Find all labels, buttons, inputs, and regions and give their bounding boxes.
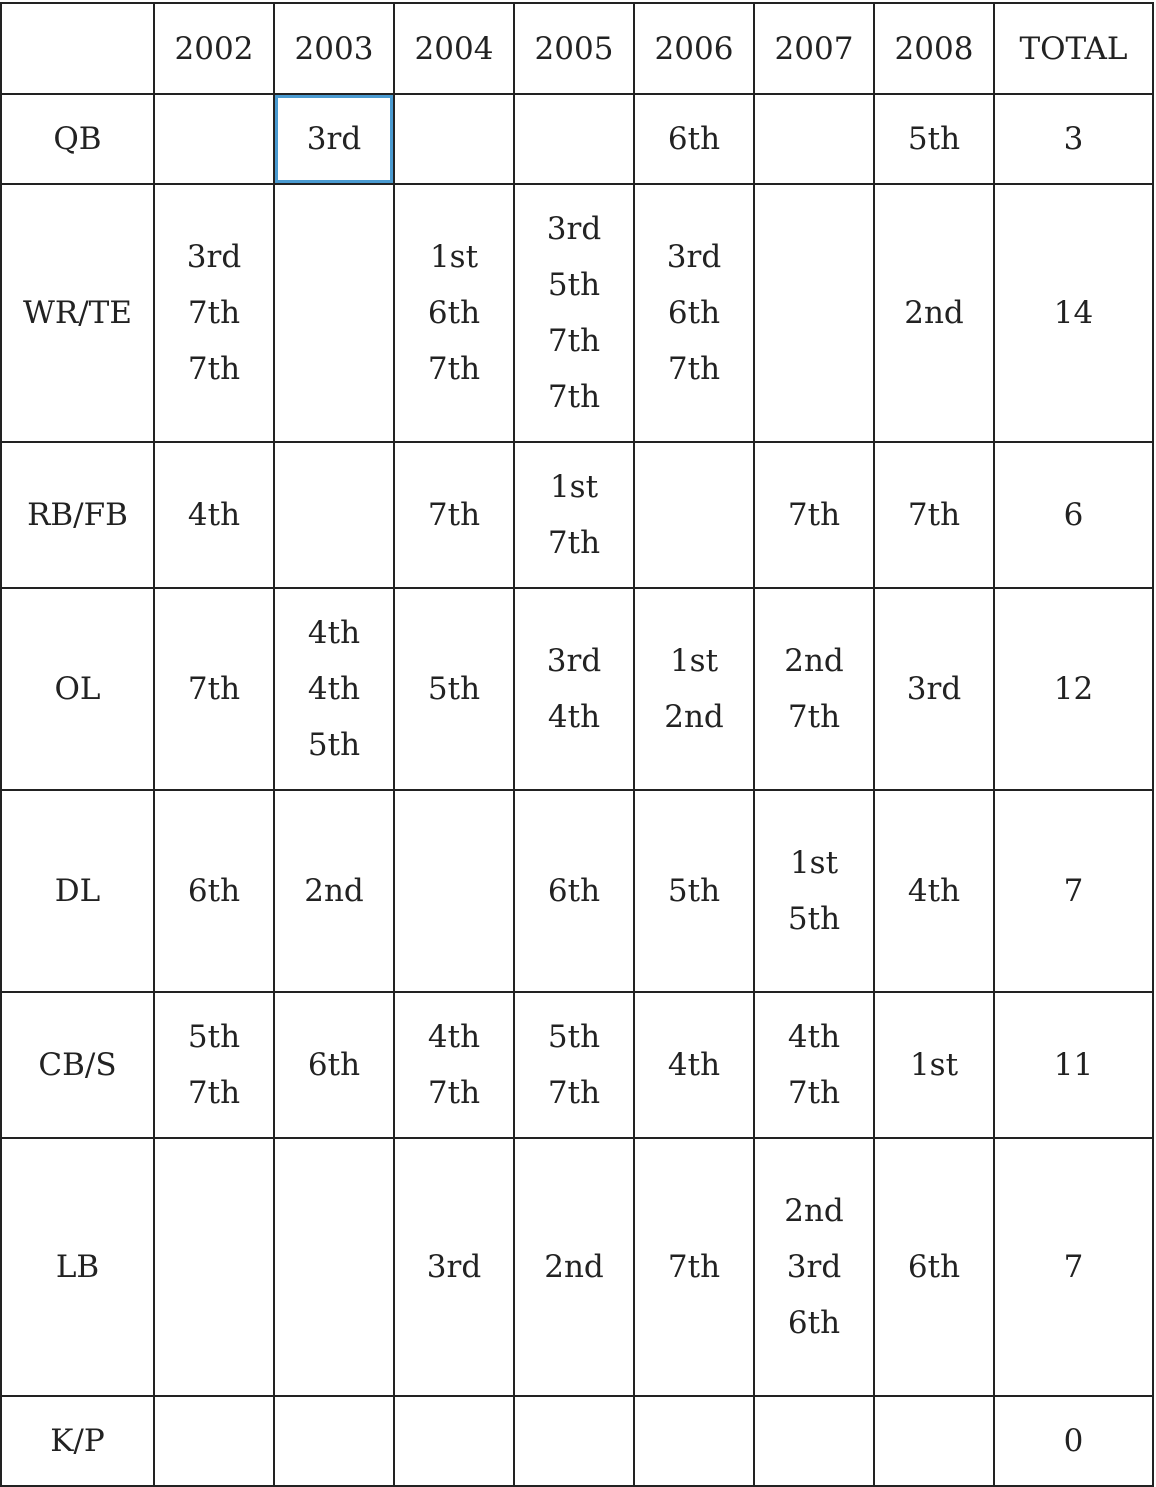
draft-round: 6th xyxy=(787,1305,841,1341)
pick-cell[interactable] xyxy=(154,184,274,442)
total-cell[interactable]: 7 xyxy=(994,790,1153,992)
draft-round: 1st xyxy=(549,469,599,505)
draft-round: 7th xyxy=(547,525,601,561)
pick-cell[interactable] xyxy=(754,790,874,992)
draft-round: 7th xyxy=(907,497,961,533)
draft-round: 5th xyxy=(787,901,841,937)
pick-cell[interactable] xyxy=(754,1396,874,1486)
draft-round: 3rd xyxy=(426,1249,482,1285)
pick-cell[interactable] xyxy=(874,790,994,992)
draft-round: 1st xyxy=(669,643,719,679)
draft-round: 1st xyxy=(429,239,479,275)
draft-round: 6th xyxy=(667,295,721,331)
draft-round: 5th xyxy=(307,727,361,763)
pick-cell[interactable] xyxy=(754,94,874,184)
pick-cell[interactable] xyxy=(154,94,274,184)
draft-round: 7th xyxy=(547,379,601,415)
draft-round: 2nd xyxy=(784,1193,844,1229)
pick-cell[interactable] xyxy=(514,184,634,442)
pick-cell[interactable] xyxy=(754,1138,874,1396)
pick-cell[interactable] xyxy=(634,442,754,588)
year-header-2007[interactable]: 2007 xyxy=(754,3,874,94)
pick-cell[interactable] xyxy=(514,790,634,992)
total-cell[interactable]: 11 xyxy=(994,992,1153,1138)
draft-round: 7th xyxy=(787,1075,841,1111)
table-row xyxy=(1,94,1153,184)
draft-round: 7th xyxy=(427,351,481,387)
draft-round: 7th xyxy=(787,497,841,533)
draft-round: 7th xyxy=(187,1075,241,1111)
pick-cell[interactable] xyxy=(274,588,394,790)
position-label[interactable]: RB/FB xyxy=(1,442,154,588)
draft-round: 7th xyxy=(547,323,601,359)
position-label[interactable]: K/P xyxy=(1,1396,154,1486)
draft-round: 4th xyxy=(307,615,361,651)
pick-cell[interactable] xyxy=(754,588,874,790)
pick-cell[interactable] xyxy=(154,442,274,588)
pick-cell[interactable] xyxy=(394,184,514,442)
corner-cell[interactable] xyxy=(1,3,154,94)
header-row xyxy=(1,3,1153,94)
year-header-2004[interactable]: 2004 xyxy=(394,3,514,94)
table-row xyxy=(1,992,1153,1138)
draft-round: 7th xyxy=(187,351,241,387)
position-label[interactable]: OL xyxy=(1,588,154,790)
pick-cell[interactable] xyxy=(634,184,754,442)
pick-cell[interactable] xyxy=(154,588,274,790)
year-header-2008[interactable]: 2008 xyxy=(874,3,994,94)
total-cell[interactable]: 0 xyxy=(994,1396,1153,1486)
draft-round: 4th xyxy=(667,1047,721,1083)
draft-round: 3rd xyxy=(306,121,362,157)
year-header-2006[interactable]: 2006 xyxy=(634,3,754,94)
year-header-2003[interactable]: 2003 xyxy=(274,3,394,94)
year-header-2002[interactable]: 2002 xyxy=(154,3,274,94)
draft-round: 3rd xyxy=(546,643,602,679)
pick-cell[interactable] xyxy=(274,1138,394,1396)
draft-round: 6th xyxy=(667,121,721,157)
table-body xyxy=(1,94,1153,1486)
draft-round: 7th xyxy=(187,671,241,707)
pick-cell[interactable] xyxy=(154,1396,274,1486)
draft-round: 7th xyxy=(427,1075,481,1111)
pick-cell[interactable] xyxy=(874,94,994,184)
pick-cell[interactable] xyxy=(274,94,394,184)
position-label[interactable]: QB xyxy=(1,94,154,184)
table-row xyxy=(1,442,1153,588)
pick-cell[interactable] xyxy=(394,588,514,790)
draft-round: 6th xyxy=(907,1249,961,1285)
draft-round: 4th xyxy=(427,1019,481,1055)
draft-round: 4th xyxy=(187,497,241,533)
pick-cell[interactable] xyxy=(634,992,754,1138)
draft-round: 3rd xyxy=(666,239,722,275)
draft-round: 2nd xyxy=(664,699,724,735)
total-cell[interactable]: 7 xyxy=(994,1138,1153,1396)
draft-round: 4th xyxy=(787,1019,841,1055)
draft-round: 7th xyxy=(667,351,721,387)
pick-cell[interactable] xyxy=(874,184,994,442)
pick-cell[interactable] xyxy=(394,992,514,1138)
pick-cell[interactable] xyxy=(274,992,394,1138)
pick-cell[interactable] xyxy=(274,790,394,992)
pick-cell[interactable] xyxy=(634,790,754,992)
draft-round: 2nd xyxy=(784,643,844,679)
pick-cell[interactable] xyxy=(634,1138,754,1396)
draft-round: 2nd xyxy=(544,1249,604,1285)
pick-cell[interactable] xyxy=(874,992,994,1138)
pick-cell[interactable] xyxy=(274,442,394,588)
draft-round: 5th xyxy=(907,121,961,157)
table-row xyxy=(1,1138,1153,1396)
pick-cell[interactable] xyxy=(394,1138,514,1396)
pick-cell[interactable] xyxy=(874,1138,994,1396)
draft-round: 7th xyxy=(547,1075,601,1111)
draft-round: 6th xyxy=(307,1047,361,1083)
pick-cell[interactable] xyxy=(394,442,514,588)
pick-cell[interactable] xyxy=(154,1138,274,1396)
draft-round: 6th xyxy=(547,873,601,909)
draft-round: 5th xyxy=(547,1019,601,1055)
draft-round: 6th xyxy=(427,295,481,331)
pick-cell[interactable] xyxy=(754,184,874,442)
draft-round: 5th xyxy=(187,1019,241,1055)
draft-round: 5th xyxy=(667,873,721,909)
pick-cell[interactable] xyxy=(514,588,634,790)
pick-cell[interactable] xyxy=(274,184,394,442)
total-header[interactable]: TOTAL xyxy=(994,3,1153,94)
position-label[interactable]: DL xyxy=(1,790,154,992)
pick-cell[interactable] xyxy=(154,790,274,992)
draft-round: 4th xyxy=(907,873,961,909)
pick-cell[interactable] xyxy=(514,442,634,588)
draft-round: 1st xyxy=(789,845,839,881)
pick-cell[interactable] xyxy=(514,1138,634,1396)
draft-round: 3rd xyxy=(786,1249,842,1285)
draft-round: 7th xyxy=(787,699,841,735)
draft-round: 6th xyxy=(187,873,241,909)
pick-cell[interactable] xyxy=(874,588,994,790)
draft-round: 7th xyxy=(667,1249,721,1285)
pick-cell[interactable] xyxy=(874,442,994,588)
table-row xyxy=(1,1396,1153,1486)
draft-picks-table xyxy=(0,2,1154,1487)
draft-round: 2nd xyxy=(904,295,964,331)
pick-cell[interactable] xyxy=(274,1396,394,1486)
draft-round: 2nd xyxy=(304,873,364,909)
pick-cell[interactable] xyxy=(154,992,274,1138)
pick-cell[interactable] xyxy=(634,588,754,790)
draft-round: 7th xyxy=(187,295,241,331)
position-label[interactable]: WR/TE xyxy=(1,184,154,442)
total-cell[interactable]: 14 xyxy=(994,184,1153,442)
pick-cell[interactable] xyxy=(874,1396,994,1486)
pick-cell[interactable] xyxy=(754,442,874,588)
table-row xyxy=(1,790,1153,992)
pick-cell[interactable] xyxy=(394,790,514,992)
draft-round: 3rd xyxy=(906,671,962,707)
pick-cell[interactable] xyxy=(634,1396,754,1486)
position-label[interactable]: LB xyxy=(1,1138,154,1396)
total-cell[interactable]: 6 xyxy=(994,442,1153,588)
table-row xyxy=(1,184,1153,442)
pick-cell[interactable] xyxy=(514,94,634,184)
year-header-2005[interactable]: 2005 xyxy=(514,3,634,94)
pick-cell[interactable] xyxy=(394,94,514,184)
pick-cell[interactable] xyxy=(514,992,634,1138)
draft-round: 3rd xyxy=(546,211,602,247)
draft-round: 4th xyxy=(307,671,361,707)
pick-cell[interactable] xyxy=(394,1396,514,1486)
total-cell[interactable]: 3 xyxy=(994,94,1153,184)
position-label[interactable]: CB/S xyxy=(1,992,154,1138)
draft-round: 3rd xyxy=(186,239,242,275)
draft-round: 5th xyxy=(427,671,481,707)
draft-round: 1st xyxy=(909,1047,959,1083)
draft-round: 7th xyxy=(427,497,481,533)
table-row xyxy=(1,588,1153,790)
draft-round: 4th xyxy=(547,699,601,735)
pick-cell[interactable] xyxy=(514,1396,634,1486)
pick-cell[interactable] xyxy=(754,992,874,1138)
pick-cell[interactable] xyxy=(634,94,754,184)
draft-round: 5th xyxy=(547,267,601,303)
total-cell[interactable]: 12 xyxy=(994,588,1153,790)
